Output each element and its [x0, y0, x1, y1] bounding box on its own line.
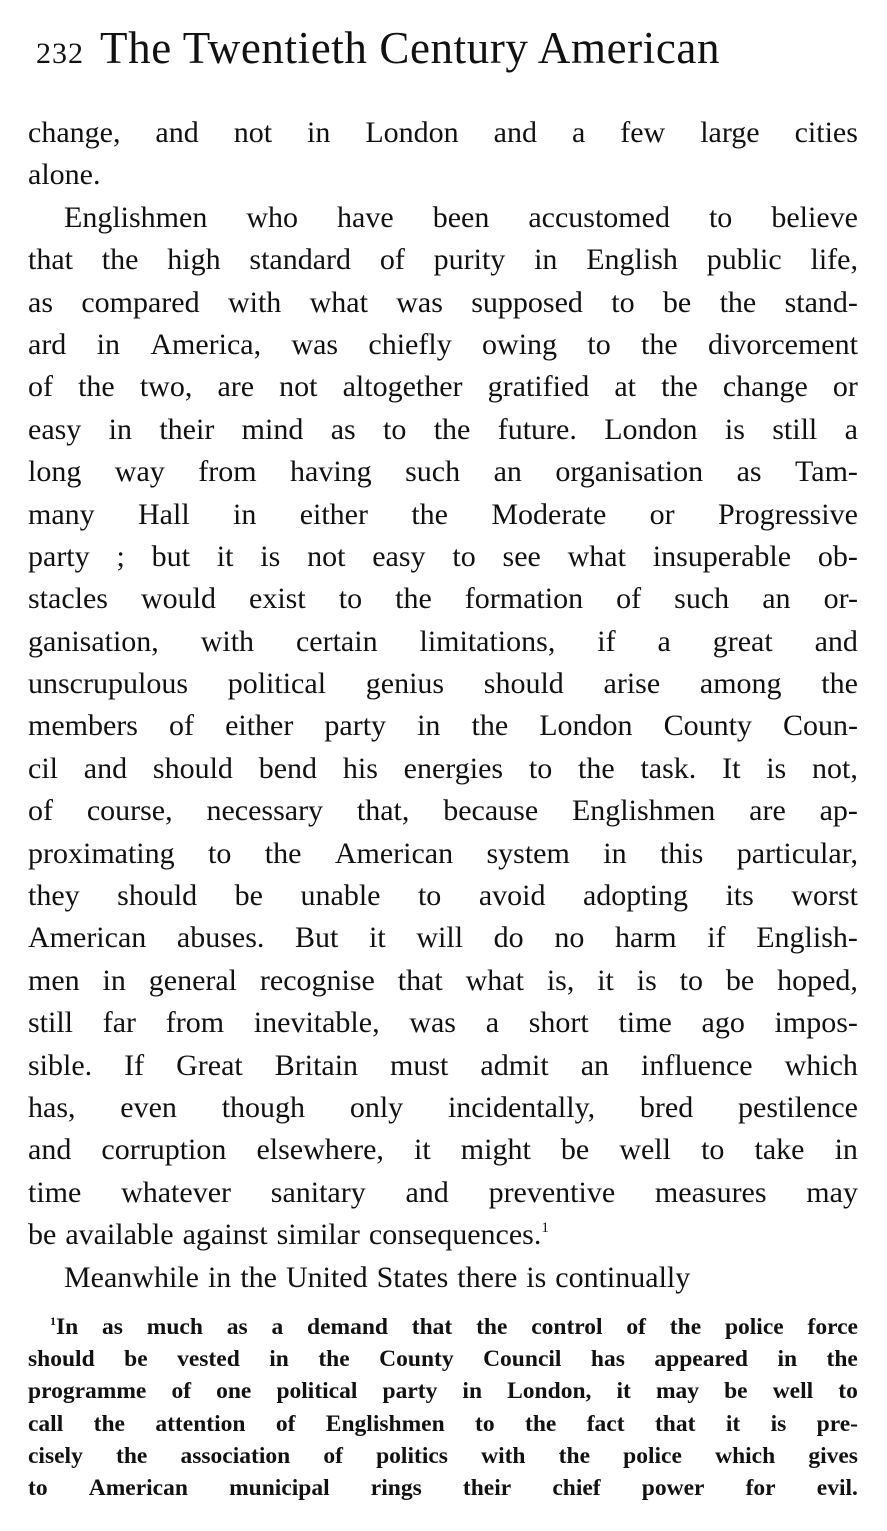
text-line: many Hall in either the Moderate or Progressive	[28, 497, 858, 531]
footnote-reference-marker: 1	[50, 1313, 56, 1328]
footnote-line: call the attention of Englishmen to the fact that it is pre-	[28, 1410, 858, 1437]
footnote-reference-marker: 1	[541, 1220, 549, 1237]
text-line: easy in their mind as to the future. London is still a	[28, 412, 858, 446]
text-line: ganisation, with certain limitations, if a great and	[28, 624, 858, 658]
text-line: has, even though only incidentally, bred pestilence	[28, 1090, 858, 1124]
footnote	[28, 1311, 858, 1504]
text-line: long way from having such an organisation as Tam-	[28, 455, 858, 489]
book-page	[28, 22, 858, 1504]
text-line: that the high standard of purity in English public life,	[28, 243, 858, 277]
text-line: alone.	[28, 158, 101, 192]
text-line: men in general recognise that what is, it is to be hoped,	[28, 963, 858, 997]
text-line: as compared with what was supposed to be the stand-	[28, 285, 858, 319]
text-line: and corruption elsewhere, it might be well to take in	[28, 1133, 858, 1167]
footnote-line: to American municipal rings their chief power for evil.	[28, 1474, 858, 1501]
footnote-line: should be vested in the County Council has appeared in the	[28, 1346, 858, 1373]
footnote-line: programme of one political party in London, it may be well to	[28, 1378, 858, 1405]
body-text	[28, 112, 858, 1299]
text-line: ard in America, was chiefly owing to the divorcement	[28, 327, 858, 361]
text-line: stacles would exist to the formation of such an or-	[28, 582, 858, 616]
text-line: cil and should bend his energies to the task. It is not,	[28, 751, 858, 785]
text-line: still far from inevitable, was a short time ago impos-	[28, 1006, 858, 1040]
running-head	[28, 22, 858, 82]
text-line: sible. If Great Britain must admit an influence which	[28, 1048, 858, 1082]
text-line: be available against similar consequences.$^1$	[28, 1218, 549, 1252]
text-line: Meanwhile in the United States there is continually	[64, 1260, 691, 1294]
text-line: proximating to the American system in this particular,	[28, 836, 858, 870]
text-line: they should be unable to avoid adopting its worst	[28, 879, 858, 913]
text-line: unscrupulous political genius should arise among the	[28, 667, 858, 701]
text-line: of the two, are not altogether gratified at the change or	[28, 370, 858, 404]
footnote-line: $^1$In as much as a demand that the control of the police force	[50, 1313, 858, 1340]
text-line: time whatever sanitary and preventive measures may	[28, 1175, 858, 1209]
text-line: party ; but it is not easy to see what insuperable ob-	[28, 539, 858, 573]
page-number: 232	[36, 37, 84, 70]
text-line: members of either party in the London County Coun-	[28, 709, 858, 743]
footnote-line: cisely the association of politics with the police which gives	[28, 1442, 858, 1469]
running-title: The Twentieth Century American	[100, 23, 721, 73]
text-line: Englishmen who have been accustomed to believe	[64, 200, 858, 234]
text-line: of course, necessary that, because Englishmen are ap-	[28, 794, 858, 828]
text-line: change, and not in London and a few large cities	[28, 116, 858, 149]
text-line: American abuses. But it will do no harm if English-	[28, 921, 858, 955]
